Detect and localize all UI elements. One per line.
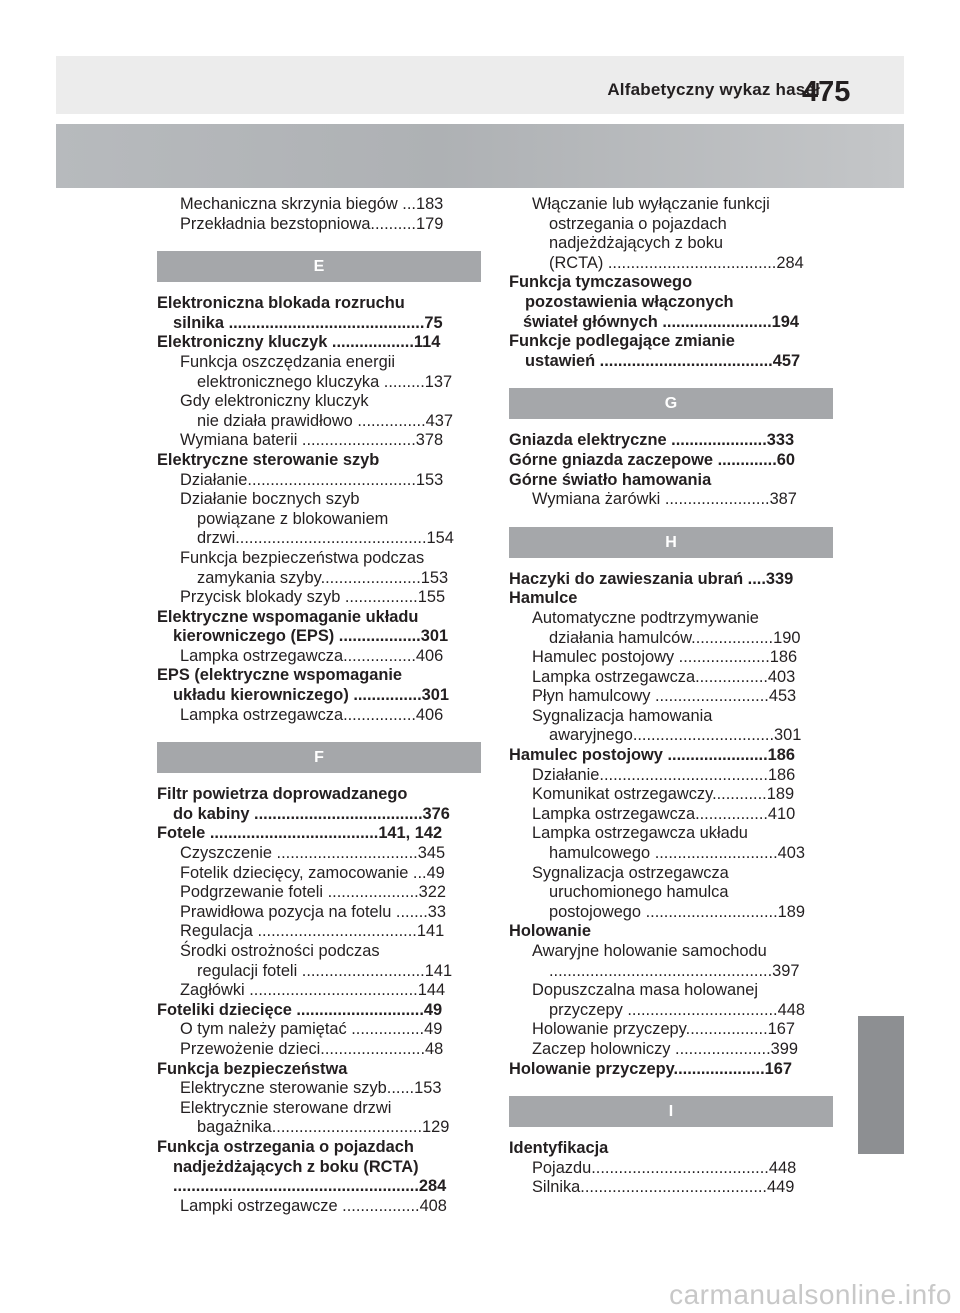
index-entry: Wymiana baterii .........................378 bbox=[180, 431, 444, 450]
index-entry: Przycisk blokady szyb ................155 bbox=[180, 588, 446, 607]
index-entry: elektronicznego kluczyka .........137 bbox=[197, 372, 453, 391]
index-entry: działania hamulców..................190 bbox=[549, 628, 801, 647]
index-entry: (RCTA) .....................................284 bbox=[549, 253, 804, 272]
index-entry: nadjeżdżających z boku bbox=[549, 234, 724, 253]
index-entry: Funkcja ostrzegania o pojazdach bbox=[157, 1137, 414, 1156]
index-entry: Elektroniczny kluczyk ..................114 bbox=[157, 333, 441, 352]
section-header-i: I bbox=[509, 1096, 833, 1127]
index-column-left bbox=[157, 195, 481, 1216]
index-entry: Zaczep holowniczy .....................399 bbox=[532, 1039, 799, 1058]
index-entry: Przewożenie dzieci.......................48 bbox=[180, 1039, 444, 1058]
index-entry: Górne światło hamowania bbox=[509, 470, 712, 489]
index-entry: Holowanie przyczepy..................167 bbox=[532, 1020, 795, 1039]
index-entry: Przekładnia bezstopniowa..........179 bbox=[180, 214, 444, 233]
index-entry: Czyszczenie ...............................345 bbox=[180, 844, 446, 863]
index-entry: Haczyki do zawieszania ubrań ....339 bbox=[509, 569, 794, 588]
index-entry: Elektryczne sterowanie szyb......153 bbox=[180, 1079, 442, 1098]
running-header-title: Alfabetyczny wykaz haseł bbox=[607, 80, 820, 99]
index-column-right bbox=[509, 195, 833, 1198]
section-header-g: G bbox=[509, 388, 833, 419]
index-entry: Działanie.....................................186 bbox=[532, 765, 796, 784]
section-thumb-tab bbox=[858, 1016, 904, 1154]
index-entry: kierowniczego (EPS) ..................301 bbox=[173, 627, 449, 646]
index-entry: nie działa prawidłowo ...............437 bbox=[197, 411, 454, 430]
index-entry: powiązane z blokowaniem bbox=[197, 509, 389, 528]
index-entry: ......................................................284 bbox=[173, 1177, 447, 1196]
index-entry: Funkcja bezpieczeństwa bbox=[157, 1059, 348, 1078]
index-entry: Lampka ostrzegawcza................410 bbox=[532, 804, 796, 823]
index-entry: Lampka ostrzegawcza................406 bbox=[180, 646, 444, 665]
index-entry: Pojazdu.......................................448 bbox=[532, 1158, 797, 1177]
watermark: carmanualsonline.info bbox=[669, 1279, 952, 1310]
index-entry: przyczepy .................................448 bbox=[549, 1000, 805, 1019]
section-header-e: E bbox=[157, 251, 481, 282]
index-entry: Środki ostrożności podczas bbox=[180, 942, 380, 960]
index-entry: do kabiny .....................................376 bbox=[173, 804, 450, 823]
index-entry: zamykania szyby......................153 bbox=[197, 568, 449, 587]
index-entry: Prawidłowa pozycja na fotelu .......33 bbox=[180, 902, 447, 921]
index-entry: Włączanie lub wyłączanie funkcji bbox=[532, 195, 770, 213]
index-entry: Holowanie bbox=[509, 922, 591, 941]
index-entry: Górne gniazda zaczepowe .............60 bbox=[509, 450, 796, 469]
section-header-h: H bbox=[509, 527, 833, 558]
index-entry: EPS (elektryczne wspomaganie bbox=[157, 666, 403, 685]
index-entry: postojowego .............................189 bbox=[549, 902, 805, 921]
index-entry: Funkcja bezpieczeństwa podczas bbox=[180, 548, 425, 567]
index-entry: drzwi..........................................154 bbox=[197, 529, 454, 548]
index-entry: hamulcowego ...........................403 bbox=[549, 844, 805, 863]
index-entry: Automatyczne podtrzymywanie bbox=[532, 608, 759, 627]
index-entry: Sygnalizacja ostrzegawcza bbox=[532, 863, 729, 882]
index-entry: Silnika.........................................449 bbox=[532, 1178, 795, 1197]
index-entry: pozostawienia włączonych bbox=[525, 292, 734, 311]
index-entry: Identyfikacja bbox=[509, 1139, 609, 1158]
decorative-grey-band bbox=[56, 124, 904, 188]
index-entry: silnika ...........................................75 bbox=[173, 313, 443, 332]
index-entry: awaryjnego...............................301 bbox=[549, 726, 802, 745]
index-entry: Działanie.....................................153 bbox=[180, 470, 444, 489]
index-entry: Hamulce bbox=[509, 589, 578, 608]
index-entry: świateł głównych ........................194 bbox=[523, 312, 799, 331]
index-entry: Regulacja ...................................141 bbox=[180, 922, 445, 941]
index-entry: Komunikat ostrzegawczy............189 bbox=[532, 785, 795, 804]
index-entry: regulacji foteli ...........................141 bbox=[197, 961, 453, 980]
index-entry: bagażnika.................................129 bbox=[197, 1118, 450, 1137]
index-entry: Lampka ostrzegawcza................406 bbox=[180, 705, 444, 724]
index-entry: ostrzegania o pojazdach bbox=[549, 214, 727, 233]
index-entry: Filtr powietrza doprowadzanego bbox=[157, 785, 408, 804]
index-entry: Działanie bocznych szyb bbox=[180, 490, 360, 509]
index-entry: Lampka ostrzegawcza................403 bbox=[532, 667, 796, 686]
index-entry: Dopuszczalna masa holowanej bbox=[532, 981, 758, 1000]
index-entry: Elektrycznie sterowane drzwi bbox=[180, 1098, 392, 1117]
index-entry: uruchomionego hamulca bbox=[549, 883, 729, 902]
index-entry: Holowanie przyczepy....................167 bbox=[509, 1059, 792, 1078]
index-entry: O tym należy pamiętać ................49 bbox=[180, 1020, 443, 1039]
index-entry: Gniazda elektryczne .....................333 bbox=[509, 431, 795, 450]
index-entry: Wymiana żarówki .......................387 bbox=[532, 490, 797, 509]
index-entry: Fotele .....................................141, 142 bbox=[157, 824, 443, 843]
index-entry: Elektryczne wspomaganie układu bbox=[157, 607, 419, 626]
page-number: 475 bbox=[802, 76, 851, 108]
index-entry: Awaryjne holowanie samochodu bbox=[532, 942, 767, 960]
index-entry: Lampka ostrzegawcza układu bbox=[532, 824, 748, 843]
index-entry: Gdy elektroniczny kluczyk bbox=[180, 392, 369, 411]
index-entry: Elektroniczna blokada rozruchu bbox=[157, 294, 405, 313]
index-entry: Hamulec postojowy ......................186 bbox=[509, 746, 796, 765]
index-entry: układu kierowniczego) ...............301 bbox=[173, 686, 449, 705]
index-entry: Mechaniczna skrzynia biegów ...183 bbox=[180, 195, 444, 213]
index-entry: Funkcja oszczędzania energii bbox=[180, 352, 396, 371]
index-entry: Podgrzewanie foteli ....................322 bbox=[180, 883, 447, 902]
index-entry: Płyn hamulcowy .........................453 bbox=[532, 687, 797, 706]
index-entry: Foteliki dziecięce ............................49 bbox=[157, 1000, 443, 1019]
index-entry: .................................................397 bbox=[549, 961, 800, 980]
section-header-f: F bbox=[157, 742, 481, 773]
index-entry: Funkcje podlegające zmianie bbox=[509, 332, 735, 351]
index-entry: Zagłówki .....................................144 bbox=[180, 981, 446, 1000]
index-entry: Lampki ostrzegawcze .................408 bbox=[180, 1196, 447, 1215]
index-entry: Sygnalizacja hamowania bbox=[532, 706, 713, 725]
index-entry: Fotelik dziecięcy, zamocowanie ...49 bbox=[180, 863, 445, 882]
index-entry: Hamulec postojowy ....................186 bbox=[532, 648, 798, 667]
index-entry: Elektryczne sterowanie szyb bbox=[157, 450, 380, 469]
index-entry: Funkcja tymczasowego bbox=[509, 273, 693, 292]
index-entry: nadjeżdżających z boku (RCTA) bbox=[173, 1157, 419, 1176]
index-entry: ustawień ......................................457 bbox=[525, 351, 801, 370]
